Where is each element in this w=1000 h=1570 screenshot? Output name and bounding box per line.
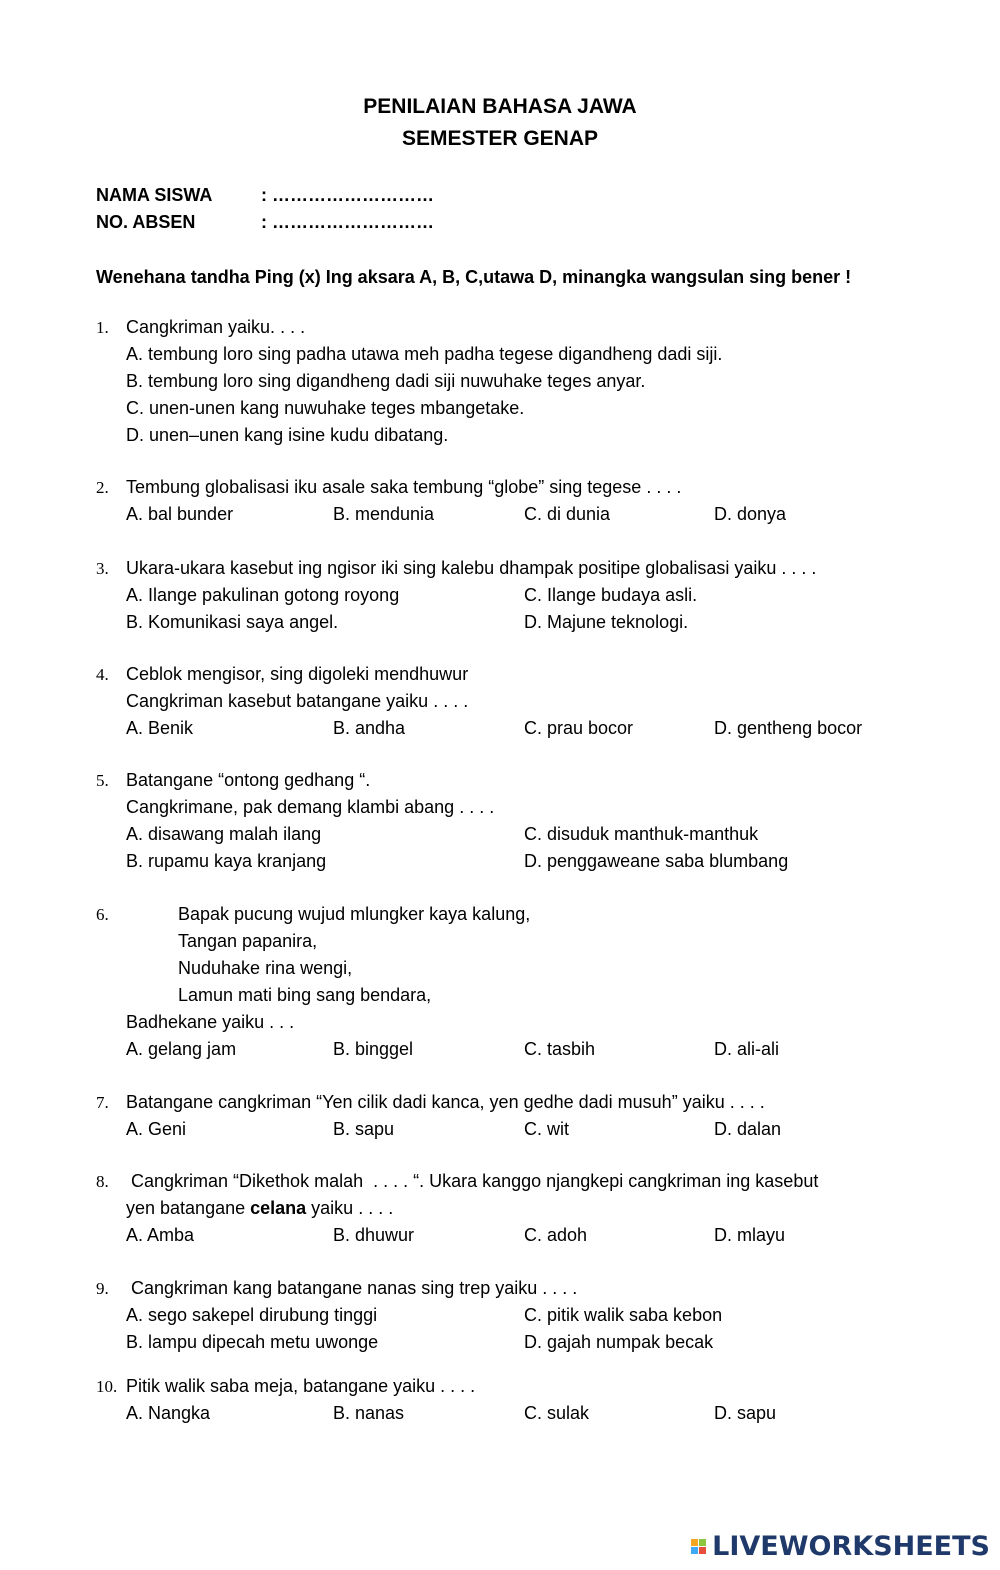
- question-number: 4.: [96, 665, 109, 684]
- question-text: Cangkriman kang batangane nanas sing trep yaiku . . . .: [126, 1278, 578, 1298]
- option-b[interactable]: B. rupamu kaya kranjang: [126, 851, 327, 871]
- logo-text: LIVEWORKSHEETS: [712, 1530, 990, 1562]
- question-text: Ukara-ukara kasebut ing ngisor iki sing kalebu dhampak positipe globalisasi yaiku . . . .: [126, 558, 817, 578]
- option-b[interactable]: B. mendunia: [333, 504, 435, 524]
- option-d[interactable]: D. gajah numpak becak: [524, 1332, 714, 1352]
- option-c[interactable]: C. di dunia: [524, 504, 611, 524]
- logo-square: [691, 1547, 698, 1554]
- page-title: PENILAIAN BAHASA JAWA: [363, 95, 637, 118]
- question-number: 5.: [96, 771, 109, 790]
- option-b[interactable]: B. Komunikasi saya angel.: [126, 612, 339, 632]
- option-a[interactable]: A. sego sakepel dirubung tinggi: [126, 1305, 378, 1325]
- question-number: 2.: [96, 478, 109, 497]
- option-a[interactable]: A. disawang malah ilang: [126, 824, 322, 844]
- options-row: [96, 1036, 916, 1063]
- options-row: [96, 1302, 916, 1329]
- question-number: 3.: [96, 559, 109, 578]
- option-d[interactable]: D. Majune teknologi.: [524, 612, 689, 632]
- question-text: Batangane cangkriman “Yen cilik dadi kanca, yen gedhe dadi musuh” yaiku . . . .: [126, 1092, 765, 1112]
- field-label: NAMA SISWA: [96, 185, 213, 205]
- option-a[interactable]: A. Geni: [126, 1119, 187, 1139]
- options-row: [96, 1116, 916, 1143]
- options-row: [96, 1400, 916, 1427]
- option-a[interactable]: A. bal bunder: [126, 504, 234, 524]
- option-d[interactable]: D. ali-ali: [714, 1039, 780, 1059]
- question-text: Ceblok mengisor, sing digoleki mendhuwur: [126, 664, 469, 684]
- options-row: [96, 715, 916, 742]
- option-a[interactable]: A. Amba: [126, 1225, 195, 1245]
- question-text: Pitik walik saba meja, batangane yaiku . . . .: [126, 1376, 476, 1396]
- logo-square: [699, 1539, 706, 1546]
- options-row: [96, 1222, 916, 1249]
- poem-line: Bapak pucung wujud mlungker kaya kalung,: [178, 904, 531, 924]
- option-c[interactable]: C. disuduk manthuk-manthuk: [524, 824, 759, 844]
- option-d[interactable]: D. dalan: [714, 1119, 782, 1139]
- option-b[interactable]: B. sapu: [333, 1119, 395, 1139]
- question-text-part: yen batangane: [126, 1198, 251, 1218]
- question-text-part: yaiku . . . .: [306, 1198, 394, 1218]
- liveworksheets-logo: [691, 1530, 990, 1562]
- option-b[interactable]: B. nanas: [333, 1403, 405, 1423]
- option-c[interactable]: C. unen-unen kang nuwuhake teges mbangetake.: [126, 398, 525, 418]
- question-number: 7.: [96, 1093, 109, 1112]
- poem-line: Tangan papanira,: [178, 931, 318, 951]
- options-row: [96, 821, 916, 848]
- options-row: [96, 501, 916, 528]
- question-5: [96, 767, 916, 875]
- option-b[interactable]: B. andha: [333, 718, 406, 738]
- option-b[interactable]: B. lampu dipecah metu uwonge: [126, 1332, 379, 1352]
- option-c[interactable]: C. wit: [524, 1119, 569, 1139]
- question-9: [96, 1275, 916, 1356]
- question-text: Tembung globalisasi iku asale saka tembung “globe” sing tegese . . . .: [126, 477, 682, 497]
- option-a[interactable]: A. tembung loro sing padha utawa meh padha tegese digandheng dadi siji.: [126, 344, 723, 364]
- option-c[interactable]: C. tasbih: [524, 1039, 596, 1059]
- option-b[interactable]: B. dhuwur: [333, 1225, 415, 1245]
- poem-line: Lamun mati bing sang bendara,: [178, 985, 432, 1005]
- field-value[interactable]: : ………………………: [261, 212, 434, 232]
- absence-number-field: [96, 212, 434, 233]
- question-text: Badhekane yaiku . . .: [126, 1012, 295, 1032]
- logo-square: [691, 1539, 698, 1546]
- option-c[interactable]: C. adoh: [524, 1225, 588, 1245]
- question-text: Cangkriman “Dikethok malah . . . . “. Ukara kanggo njangkepi cangkriman ing kasebut: [126, 1171, 819, 1191]
- question-2: [96, 474, 916, 528]
- question-keyword: celana: [250, 1198, 307, 1218]
- option-d[interactable]: D. penggaweane saba blumbang: [524, 851, 789, 871]
- option-d[interactable]: D. mlayu: [714, 1225, 786, 1245]
- field-label: NO. ABSEN: [96, 212, 196, 232]
- question-text: Batangane “ontong gedhang “.: [126, 770, 371, 790]
- question-number: 10.: [96, 1377, 118, 1396]
- question-8: [96, 1168, 916, 1249]
- options-row: [96, 848, 916, 875]
- options-row: [96, 582, 916, 609]
- option-a[interactable]: A. Nangka: [126, 1403, 211, 1423]
- option-d[interactable]: D. donya: [714, 504, 787, 524]
- question-4: [96, 661, 916, 742]
- option-d[interactable]: D. sapu: [714, 1403, 777, 1423]
- option-b[interactable]: B. tembung loro sing digandheng dadi siji nuwuhake teges anyar.: [126, 371, 646, 391]
- question-1: [96, 314, 916, 449]
- field-value[interactable]: : ………………………: [261, 185, 434, 205]
- option-d[interactable]: D. gentheng bocor: [714, 718, 863, 738]
- option-c[interactable]: C. prau bocor: [524, 718, 634, 738]
- option-a[interactable]: A. Ilange pakulinan gotong royong: [126, 585, 400, 605]
- option-a[interactable]: A. gelang jam: [126, 1039, 237, 1059]
- question-3: [96, 555, 916, 636]
- page-subtitle: SEMESTER GENAP: [401, 127, 599, 150]
- question-number: 9.: [96, 1279, 109, 1298]
- question-number: 1.: [96, 318, 109, 337]
- question-text: Cangkriman kasebut batangane yaiku . . . .: [126, 691, 469, 711]
- poem-line: Nuduhake rina wengi,: [178, 958, 353, 978]
- options-row: [96, 1329, 916, 1356]
- question-10: [96, 1373, 916, 1427]
- option-c[interactable]: C. pitik walik saba kebon: [524, 1305, 723, 1325]
- option-d[interactable]: D. unen–unen kang isine kudu dibatang.: [126, 425, 449, 445]
- question-7: [96, 1089, 916, 1143]
- question-text: Cangkrimane, pak demang klambi abang . . . .: [126, 797, 495, 817]
- option-b[interactable]: B. binggel: [333, 1039, 414, 1059]
- option-c[interactable]: C. Ilange budaya asli.: [524, 585, 698, 605]
- student-name-field: [96, 185, 434, 206]
- option-a[interactable]: A. Benik: [126, 718, 194, 738]
- question-text: [96, 1195, 916, 1222]
- question-6: [96, 901, 916, 1063]
- logo-square: [699, 1547, 706, 1554]
- question-number: 6.: [96, 905, 109, 924]
- liveworksheets-logo-icon: [691, 1539, 706, 1554]
- question-number: 8.: [96, 1172, 109, 1191]
- instruction-text: Wenehana tandha Ping (x) Ing aksara A, B, C,utawa D, minangka wangsulan sing bener !: [96, 267, 852, 287]
- question-text: Cangkriman yaiku. . . .: [126, 317, 306, 337]
- option-c[interactable]: C. sulak: [524, 1403, 590, 1423]
- options-row: [96, 609, 916, 636]
